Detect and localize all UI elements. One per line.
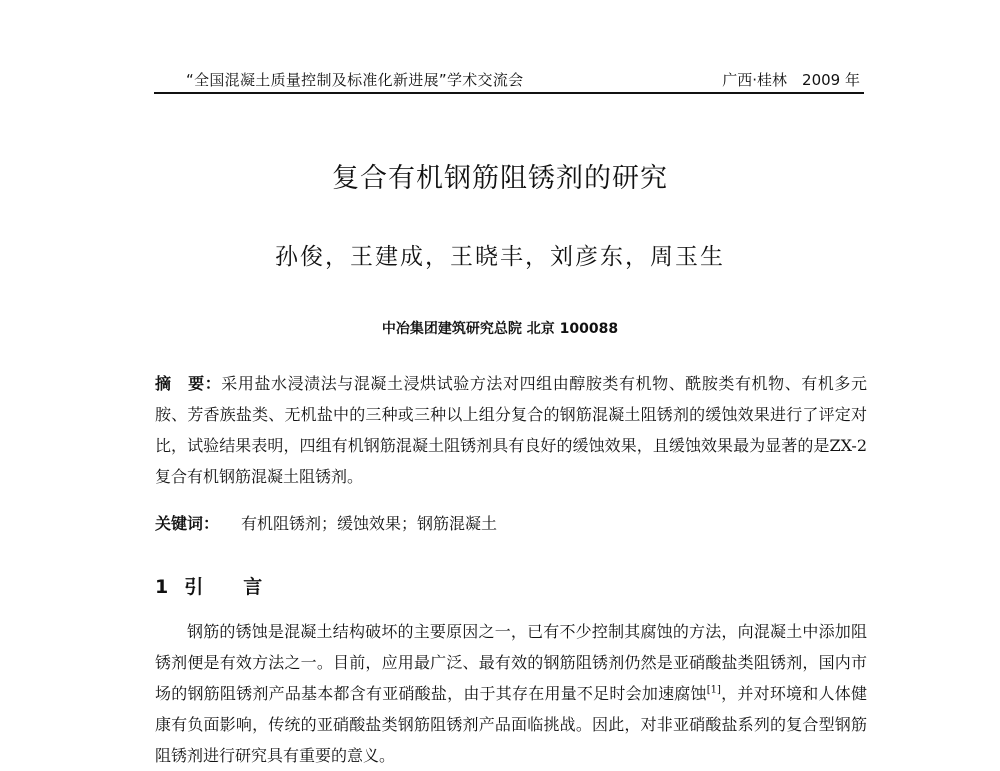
intro-text-1: 钢筋的锈蚀是混凝土结构破坏的主要原因之一，已有不少控制其腐蚀的方法，向混凝土中添加阻锈剂便是有效方法之一。目前，应用最广泛、最有效的钢筋阻锈剂仍然是亚硝酸盐类阻锈剂，国内市场的钢筋阻锈剂产品基本都含有亚硝酸盐，由于其存在用量不足时会加速腐蚀 bbox=[155, 622, 867, 703]
header-conference: “全国混凝土质量控制及标准化新进展”学术交流会 bbox=[186, 71, 524, 89]
header-location-year: 广西·桂林 2009 年 bbox=[722, 71, 860, 89]
keywords-text: 有机阻锈剂；缓蚀效果；钢筋混凝土 bbox=[241, 514, 498, 533]
intro-paragraph bbox=[155, 616, 867, 771]
section-number: 1 bbox=[155, 576, 169, 598]
keywords bbox=[155, 508, 867, 539]
section-title-part1: 引 bbox=[184, 576, 204, 598]
abstract-text: 采用盐水浸渍法与混凝土浸烘试验方法对四组由醇胺类有机物、酰胺类有机物、有机多元胺、芳香族盐类、无机盐中的三种或三种以上组分复合的钢筋混凝土阻锈剂的缓蚀效果进行了评定对比，试验结果表明，四组有机钢筋混凝土阻锈剂具有良好的缓蚀效果，且缓蚀效果最为显著的是ZX-2复合有机钢筋混凝土阻锈剂。 bbox=[155, 374, 867, 486]
section-title-part2: 言 bbox=[243, 576, 263, 598]
citation-ref[interactable]: [1] bbox=[706, 684, 721, 696]
paper-title: 复合有机钢筋阻锈剂的研究 bbox=[332, 163, 668, 194]
intro-text-2: ，并对环境和人体健康有负面影响，传统的亚硝酸盐类钢筋阻锈剂产品面临挑战。因此，对非亚硝酸盐系列的复合型钢筋阻锈剂进行研究具有重要的意义。 bbox=[155, 684, 867, 765]
keywords-label: 关键词： bbox=[155, 514, 220, 533]
header-rule bbox=[154, 92, 864, 94]
affiliation: 中冶集团建筑研究总院 北京 100088 bbox=[381, 321, 619, 337]
abstract-label: 摘 要： bbox=[155, 374, 222, 393]
authors: 孙俊，王建成，王晓丰，刘彦东，周玉生 bbox=[275, 244, 725, 270]
section-heading-introduction bbox=[155, 572, 262, 599]
abstract bbox=[155, 368, 867, 492]
